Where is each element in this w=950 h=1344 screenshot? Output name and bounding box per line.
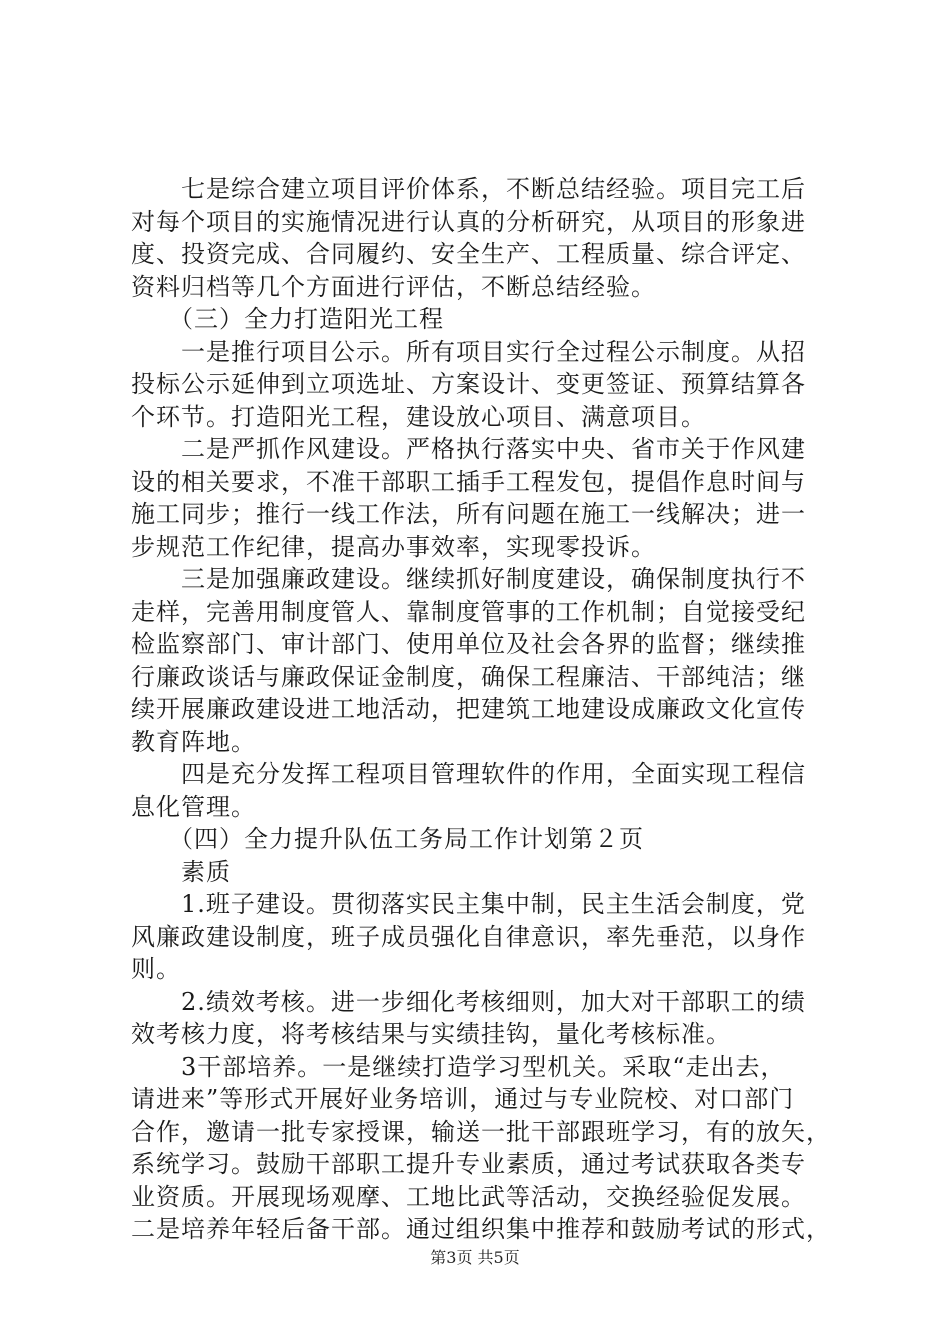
text-line: 对每个项目的实施情况进行认真的分析研究，从项目的形象进	[131, 207, 806, 236]
text-line: 走样，完善用制度管人、靠制度管事的工作机制；自觉接受纪	[131, 597, 806, 626]
text-line: 步规范工作纪律，提高办事效率，实现零投诉。	[131, 532, 656, 561]
text-line: 素质	[131, 857, 231, 886]
text-line: 资料归档等几个方面进行评估，不断总结经验。	[131, 272, 656, 301]
paragraph	[131, 173, 831, 303]
text-line: （三）全力打造阳光工程	[131, 305, 444, 333]
paragraph	[131, 823, 831, 856]
paragraph	[131, 336, 831, 434]
text-line: 息化管理。	[131, 792, 256, 821]
text-line: 3干部培养。一是继续打造学习型机关。采取“走出去，	[131, 1052, 786, 1081]
page-footer: 第3页 共5页	[430, 1248, 520, 1267]
paragraph	[131, 888, 831, 986]
text-line: 系统学习。鼓励干部职工提升专业素质，通过考试获取各类专	[131, 1150, 806, 1178]
text-line: 1.班子建设。贯彻落实民主集中制，民主生活会制度，党	[131, 890, 806, 918]
paragraph	[131, 433, 831, 563]
text-line: 合作，邀请一批专家授课，输送一批干部跟班学习，有的放矢，	[131, 1117, 831, 1146]
text-line: 度、投资完成、合同履约、安全生产、工程质量、综合评定、	[131, 240, 806, 268]
text-line: 教育阵地。	[131, 727, 256, 756]
paragraph	[131, 986, 831, 1051]
text-line: 2.绩效考核。进一步细化考核细则，加大对干部职工的绩	[131, 987, 806, 1016]
text-line: 则。	[131, 955, 181, 983]
text-line: 效考核力度，将考核结果与实绩挂钩，量化考核标准。	[131, 1020, 731, 1048]
text-line: 风廉政建设制度，班子成员强化自律意识，率先垂范，以身作	[131, 922, 806, 951]
text-line: 检监察部门、审计部门、使用单位及社会各界的监督；继续推	[131, 630, 806, 658]
text-line: 投标公示延伸到立项选址、方案设计、变更签证、预算结算各	[131, 370, 806, 398]
text-line: 请进来”等形式开展好业务培训，通过与专业院校、对口部门	[131, 1085, 795, 1113]
text-line: 施工同步；推行一线工作法，所有问题在施工一线解决；进一	[131, 500, 806, 528]
text-line: （四）全力提升队伍工务局工作计划第２页	[131, 825, 644, 853]
text-line: 设的相关要求，不准干部职工插手工程发包，提倡作息时间与	[131, 467, 806, 496]
text-line: 七是综合建立项目评价体系，不断总结经验。项目完工后	[131, 175, 806, 203]
paragraph	[131, 856, 831, 889]
text-line: 四是充分发挥工程项目管理软件的作用，全面实现工程信	[131, 760, 806, 788]
paragraph	[131, 758, 831, 823]
text-line: 二是培养年轻后备干部。通过组织集中推荐和鼓励考试的形式，	[131, 1215, 831, 1243]
text-line: 一是推行项目公示。所有项目实行全过程公示制度。从招	[131, 337, 806, 366]
text-line: 行廉政谈话与廉政保证金制度，确保工程廉洁、干部纯洁；继	[131, 662, 806, 691]
paragraph	[131, 303, 831, 336]
paragraph	[131, 563, 831, 758]
paragraph	[131, 1051, 831, 1246]
text-line: 三是加强廉政建设。继续抓好制度建设，确保制度执行不	[131, 565, 806, 593]
text-line: 续开展廉政建设进工地活动，把建筑工地建设成廉政文化宣传	[131, 695, 806, 723]
document-body	[131, 173, 831, 1246]
text-line: 业资质。开展现场观摩、工地比武等活动，交换经验促发展。	[131, 1182, 806, 1211]
text-line: 个环节。打造阳光工程，建设放心项目、满意项目。	[131, 402, 706, 431]
text-line: 二是严抓作风建设。严格执行落实中央、省市关于作风建	[131, 435, 806, 463]
